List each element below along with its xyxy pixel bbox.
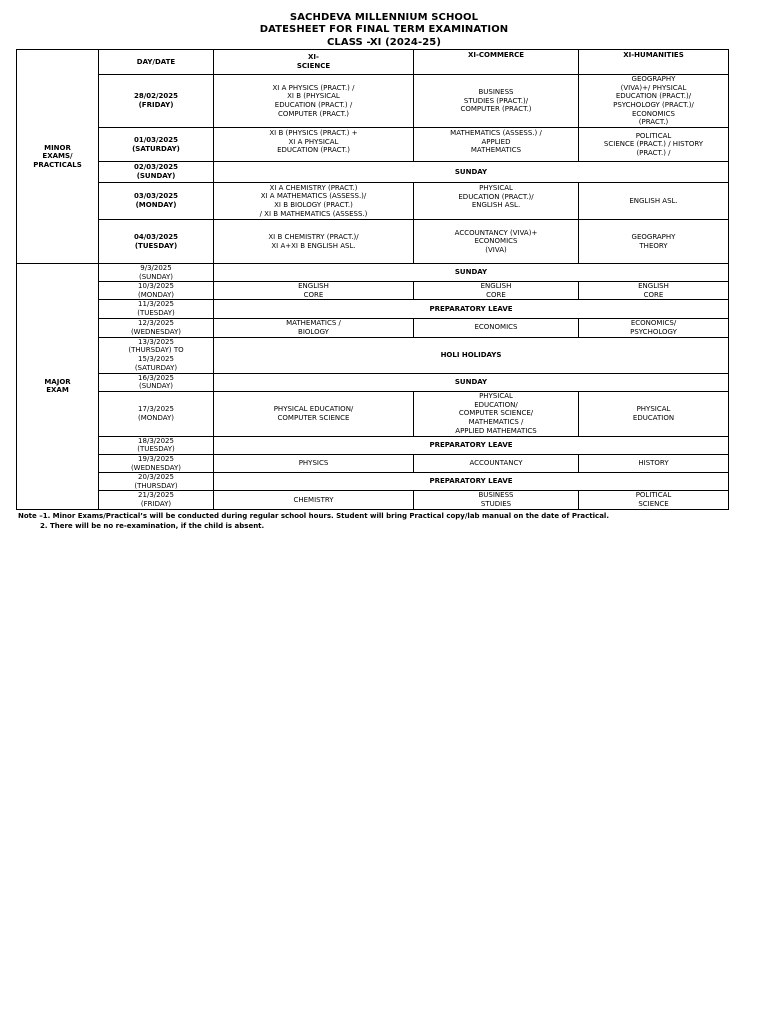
col-header-commerce: XI-COMMERCE [414, 50, 579, 75]
commerce-cell: BUSINESS STUDIES (PRACT.)/ COMPUTER (PRACT.) [414, 75, 579, 128]
science-cell: XI B (PHYSICS (PRACT.) + XI A PHYSICAL EDUCATION (PRACT.) [214, 128, 414, 162]
preparatory-leave-span-cell: PREPARATORY LEAVE [214, 436, 729, 454]
science-cell: PHYSICS [214, 454, 414, 472]
commerce-cell: BUSINESS STUDIES [414, 491, 579, 509]
date-cell: 12/3/2025 (WEDNESDAY) [99, 318, 214, 337]
table-row [17, 373, 729, 391]
date-cell: 17/3/2025 (MONDAY) [99, 391, 214, 436]
col-header-day-date: DAY/DATE [99, 50, 214, 75]
preparatory-leave-span-cell: PREPARATORY LEAVE [214, 473, 729, 491]
science-cell: PHYSICAL EDUCATION/ COMPUTER SCIENCE [214, 391, 414, 436]
commerce-cell: ECONOMICS [414, 318, 579, 337]
table-row [17, 337, 729, 373]
table-row [17, 220, 729, 264]
commerce-cell: PHYSICAL EDUCATION (PRACT.)/ ENGLISH ASL. [414, 183, 579, 220]
col-header-humanities: XI-HUMANITIES [579, 50, 729, 75]
table-row [17, 454, 729, 472]
science-cell: XI B CHEMISTRY (PRACT.)/ XI A+XI B ENGLISH ASL. [214, 220, 414, 264]
date-cell: 03/03/2025 (MONDAY) [99, 183, 214, 220]
datesheet-table [16, 49, 729, 510]
humanities-cell: PHYSICAL EDUCATION [579, 391, 729, 436]
science-cell: ENGLISH CORE [214, 282, 414, 300]
science-cell: MATHEMATICS / BIOLOGY [214, 318, 414, 337]
date-cell: 9/3/2025 (SUNDAY) [99, 264, 214, 282]
date-cell: 16/3/2025 (SUNDAY) [99, 373, 214, 391]
humanities-cell: HISTORY [579, 454, 729, 472]
commerce-cell: ACCOUNTANCY [414, 454, 579, 472]
major-exam-label: MAJOR EXAM [17, 264, 99, 510]
table-row [17, 128, 729, 162]
humanities-cell: ENGLISH CORE [579, 282, 729, 300]
humanities-cell: ECONOMICS/ PSYCHOLOGY [579, 318, 729, 337]
date-cell: 02/03/2025 (SUNDAY) [99, 162, 214, 183]
date-cell: 20/3/2025 (THURSDAY) [99, 473, 214, 491]
date-cell: 10/3/2025 (MONDAY) [99, 282, 214, 300]
holi-holidays-span-cell: HOLI HOLIDAYS [214, 337, 729, 373]
date-cell: 13/3/2025 (THURSDAY) TO 15/3/2025 (SATURDAY) [99, 337, 214, 373]
date-cell: 21/3/2025 (FRIDAY) [99, 491, 214, 509]
date-cell: 04/03/2025 (TUESDAY) [99, 220, 214, 264]
sunday-span-cell: SUNDAY [214, 373, 729, 391]
sunday-span-cell: SUNDAY [214, 264, 729, 282]
date-cell: 11/3/2025 (TUESDAY) [99, 300, 214, 318]
preparatory-leave-span-cell: PREPARATORY LEAVE [214, 300, 729, 318]
commerce-cell: ENGLISH CORE [414, 282, 579, 300]
school-name: SACHDEVA MILLENNIUM SCHOOL [289, 12, 479, 23]
table-row [17, 473, 729, 491]
table-row [17, 264, 729, 282]
commerce-cell: ACCOUNTANCY (VIVA)+ ECONOMICS (VIVA) [414, 220, 579, 264]
humanities-cell: POLITICAL SCIENCE (PRACT.) / HISTORY (PRACT.) / [579, 128, 729, 162]
note-2: 2. There will be no re-examination, if the child is absent. [40, 521, 265, 530]
date-cell: 01/03/2025 (SATURDAY) [99, 128, 214, 162]
date-cell: 28/02/2025 (FRIDAY) [99, 75, 214, 128]
sunday-span-cell: SUNDAY [214, 162, 729, 183]
date-cell: 18/3/2025 (TUESDAY) [99, 436, 214, 454]
table-header-row [17, 50, 729, 75]
class-label: CLASS -XI (2024-25) [326, 36, 442, 48]
science-cell: CHEMISTRY [214, 491, 414, 509]
date-cell: 19/3/2025 (WEDNESDAY) [99, 454, 214, 472]
humanities-cell: POLITICAL SCIENCE [579, 491, 729, 509]
table-row [17, 75, 729, 128]
table-row [17, 391, 729, 436]
document-header [0, 12, 768, 49]
commerce-cell: PHYSICAL EDUCATION/ COMPUTER SCIENCE/ MATHEMATICS / APPLIED MATHEMATICS [414, 391, 579, 436]
science-cell: XI A PHYSICS (PRACT.) / XI B (PHYSICAL EDUCATION (PRACT.) / COMPUTER (PRACT.) [214, 75, 414, 128]
humanities-cell: ENGLISH ASL. [579, 183, 729, 220]
table-row [17, 183, 729, 220]
humanities-cell: GEOGRAPHY THEORY [579, 220, 729, 264]
table-row [17, 491, 729, 509]
notes [18, 512, 758, 531]
document-title: DATESHEET FOR FINAL TERM EXAMINATION [259, 24, 509, 36]
table-row [17, 436, 729, 454]
table-row [17, 300, 729, 318]
humanities-cell: GEOGRAPHY (VIVA)+/ PHYSICAL EDUCATION (PRACT.)/ PSYCHOLOGY (PRACT.)/ ECONOMICS (PRACT.) [579, 75, 729, 128]
table-row [17, 162, 729, 183]
science-cell: XI A CHEMISTRY (PRACT.) XI A MATHEMATICS (ASSESS.)/ XI B BIOLOGY (PRACT.) / XI B MATHEMATICS (ASSESS.) [214, 183, 414, 220]
minor-exams-label: MINOR EXAMS/ PRACTICALS [17, 50, 99, 264]
table-row [17, 282, 729, 300]
table-row [17, 318, 729, 337]
commerce-cell: MATHEMATICS (ASSESS.) / APPLIED MATHEMATICS [414, 128, 579, 162]
note-1: Note –1. Minor Exams/Practical’s will be conducted during regular school hours. Student will bring Practical copy/lab manual on the date of Practical. [18, 512, 609, 520]
col-header-science: XI- SCIENCE [214, 50, 414, 75]
